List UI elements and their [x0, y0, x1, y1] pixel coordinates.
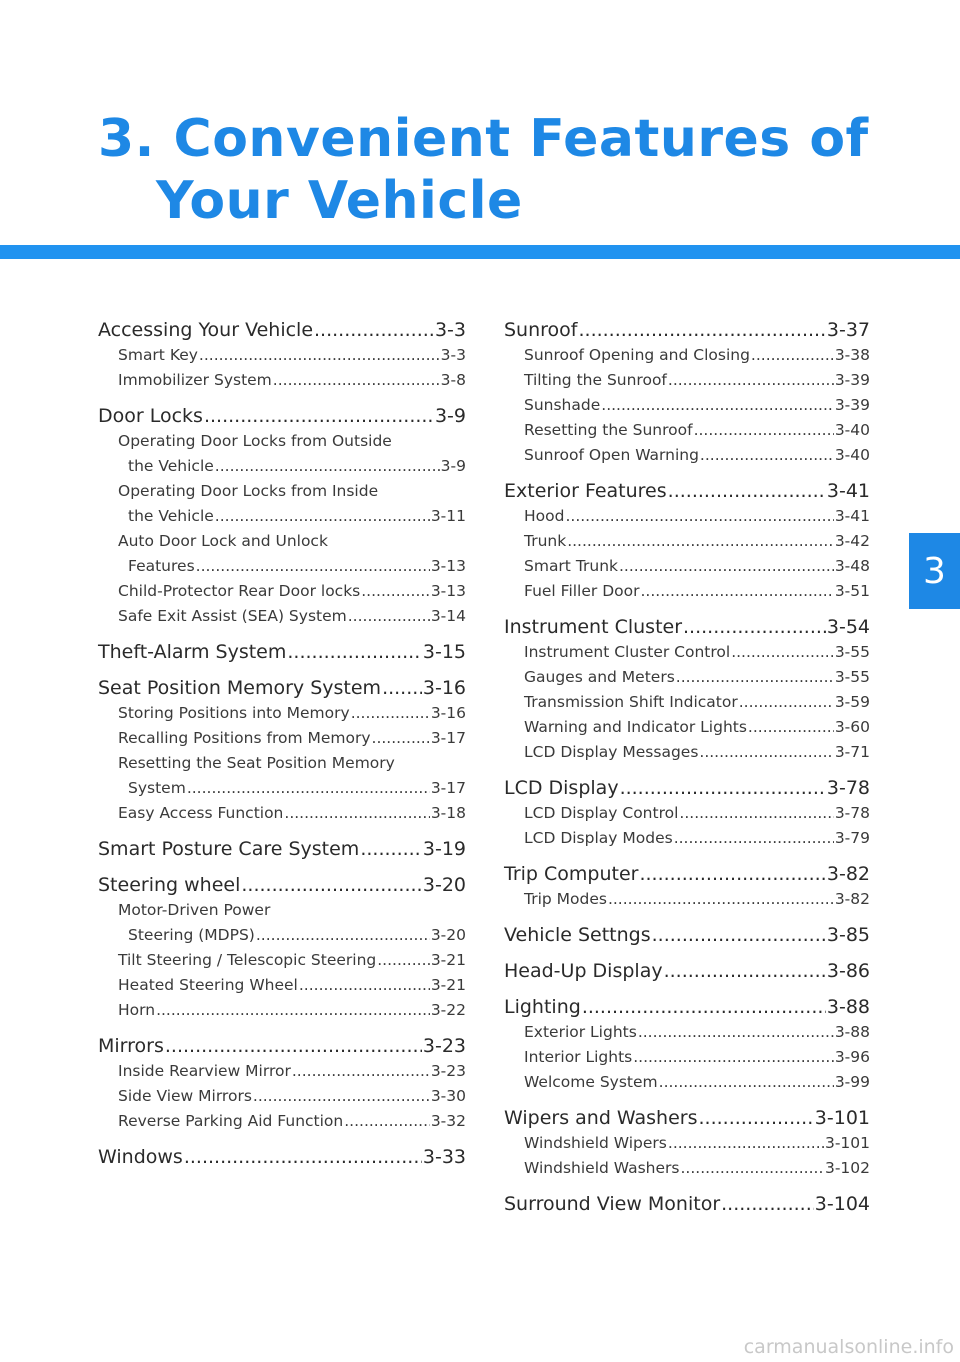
toc-leader-dots	[292, 1059, 430, 1084]
toc-section[interactable]	[504, 862, 870, 887]
toc-subsection[interactable]	[504, 1070, 870, 1095]
toc-leader-dots	[215, 454, 440, 479]
toc-leader-dots	[165, 1034, 422, 1059]
toc-entry-title: Reverse Parking Aid Function	[118, 1112, 344, 1130]
toc-entry-page: 3-82	[826, 863, 870, 885]
toc-entry-page: 3-39	[834, 371, 870, 389]
toc-leader-dots	[196, 554, 430, 579]
toc-leader-dots	[679, 801, 833, 826]
toc-entry-title: Welcome System	[524, 1073, 658, 1091]
toc-entry-page: 3-9	[434, 405, 466, 427]
toc-entry-title: LCD Display Modes	[524, 829, 673, 847]
toc-subsection[interactable]	[504, 443, 870, 468]
toc-leader-dots	[253, 1084, 430, 1109]
toc-entry-page: 3-54	[826, 616, 870, 638]
toc-entry-title: Head-Up Display	[504, 960, 663, 982]
toc-entry-title-line1: Motor-Driven Power	[118, 901, 271, 919]
toc-entry-page: 3-30	[430, 1087, 466, 1105]
toc-leader-dots	[700, 443, 834, 468]
toc-subsection[interactable]	[98, 579, 466, 604]
toc-leader-dots	[241, 873, 422, 898]
toc-subsection[interactable]	[504, 529, 870, 554]
toc-entry-title: Interior Lights	[524, 1048, 633, 1066]
toc-leader-dots	[565, 504, 833, 529]
toc-leader-dots	[156, 998, 430, 1023]
toc-entry-row	[118, 776, 466, 801]
toc-leader-dots	[652, 923, 826, 948]
toc-entry-page: 3-101	[824, 1134, 870, 1152]
toc-leader-dots	[694, 418, 834, 443]
toc-entry-title: Storing Positions into Memory	[118, 704, 350, 722]
toc-section[interactable]	[98, 837, 466, 862]
toc-entry-page: 3-13	[430, 582, 466, 600]
toc-leader-dots	[668, 479, 826, 504]
toc-subsection[interactable]	[504, 1131, 870, 1156]
toc-subsection[interactable]	[504, 343, 870, 368]
toc-subsection[interactable]	[504, 887, 870, 912]
toc-entry-row	[118, 923, 466, 948]
toc-entry-title: Resetting the Sunroof	[524, 421, 693, 439]
toc-entry-page: 3-102	[824, 1159, 870, 1177]
toc-entry-title-line1: Operating Door Locks from Outside	[118, 432, 392, 450]
toc-subsection[interactable]	[504, 368, 870, 393]
toc-entry-page: 3-71	[834, 743, 870, 761]
toc-entry-page: 3-85	[826, 924, 870, 946]
toc-entry-page: 3-41	[834, 507, 870, 525]
toc-leader-dots	[680, 1156, 823, 1181]
toc-entry-page: 3-17	[430, 779, 466, 797]
toc-entry-row	[118, 454, 466, 479]
toc-entry-title: Sunroof Opening and Closing	[524, 346, 750, 364]
toc-entry-title: Hood	[524, 507, 565, 525]
toc-entry-page: 3-42	[834, 532, 870, 550]
toc-subsection[interactable]	[504, 1045, 870, 1070]
toc-leader-dots	[608, 887, 834, 912]
toc-entry-title: Horn	[118, 1001, 156, 1019]
toc-subsection[interactable]	[98, 529, 466, 579]
toc-leader-dots	[739, 690, 834, 715]
toc-subsection[interactable]	[504, 690, 870, 715]
chapter-title-line1: 3. Convenient Features of	[98, 109, 869, 169]
toc-leader-dots	[284, 801, 429, 826]
toc-entry-title: Lighting	[504, 996, 581, 1018]
toc-entry-title: Windows	[98, 1146, 183, 1168]
toc-entry-title: Exterior Features	[504, 480, 667, 502]
toc-leader-dots	[640, 579, 833, 604]
chapter-title-line2: Your Vehicle	[156, 171, 523, 231]
toc-entry-title: Heated Steering Wheel	[118, 976, 298, 994]
toc-entry-title: LCD Display	[504, 777, 619, 799]
toc-section[interactable]	[504, 959, 870, 984]
toc-entry-page: 3-40	[834, 421, 870, 439]
toc-entry-title: Features	[128, 557, 195, 575]
toc-subsection[interactable]	[504, 504, 870, 529]
toc-entry-title: Exterior Lights	[524, 1023, 637, 1041]
toc-leader-dots	[578, 318, 825, 343]
toc-leader-dots	[601, 393, 834, 418]
toc-entry-page: 3-23	[430, 1062, 466, 1080]
toc-subsection[interactable]	[98, 1084, 466, 1109]
toc-entry-title: Fuel Filler Door	[524, 582, 640, 600]
toc-entry-title: LCD Display Messages	[524, 743, 699, 761]
toc-entry-page: 3-51	[834, 582, 870, 600]
toc-entry-title: Instrument Cluster Control	[524, 643, 731, 661]
toc-section[interactable]	[504, 1192, 870, 1217]
toc-entry-page: 3-19	[422, 838, 466, 860]
toc-leader-dots	[668, 1131, 824, 1156]
toc-entry-page: 3-41	[826, 480, 870, 502]
toc-leader-dots	[360, 837, 422, 862]
toc-entry-page: 3-11	[430, 507, 466, 525]
toc-subsection[interactable]	[98, 801, 466, 826]
toc-leader-dots	[215, 504, 430, 529]
toc-entry-title: LCD Display Control	[524, 804, 679, 822]
toc-entry-title: Steering wheel	[98, 874, 241, 896]
toc-entry-page: 3-86	[826, 960, 870, 982]
toc-subsection[interactable]	[98, 701, 466, 726]
toc-entry-title: Warning and Indicator Lights	[524, 718, 747, 736]
toc-entry-title: Easy Access Function	[118, 804, 284, 822]
toc-section[interactable]	[504, 1106, 870, 1131]
toc-subsection[interactable]	[98, 368, 466, 393]
toc-leader-dots	[344, 1109, 430, 1134]
toc-entry-page: 3-33	[422, 1146, 466, 1168]
toc-entry-page: 3-22	[430, 1001, 466, 1019]
toc-entry-page: 3-88	[834, 1023, 870, 1041]
toc-leader-dots	[683, 615, 826, 640]
toc-entry-page: 3-78	[834, 804, 870, 822]
toc-subsection[interactable]	[504, 1020, 870, 1045]
toc-entry-page: 3-104	[814, 1193, 870, 1215]
toc-entry-title-line1: Resetting the Seat Position Memory	[118, 754, 395, 772]
toc-entry-page: 3-38	[834, 346, 870, 364]
toc-entry-title: Side View Mirrors	[118, 1087, 252, 1105]
toc-section[interactable]	[504, 615, 870, 640]
toc-section[interactable]	[504, 479, 870, 504]
toc-entry-page: 3-3	[434, 319, 466, 341]
toc-section[interactable]	[504, 318, 870, 343]
toc-entry-page: 3-78	[826, 777, 870, 799]
toc-leader-dots	[582, 995, 826, 1020]
toc-leader-dots	[659, 1070, 834, 1095]
toc-subsection[interactable]	[504, 801, 870, 826]
toc-entry-title: Transmission Shift Indicator	[524, 693, 738, 711]
toc-entry-row	[118, 554, 466, 579]
toc-subsection[interactable]	[504, 579, 870, 604]
toc-section[interactable]	[98, 873, 466, 898]
toc-entry-title: Smart Key	[118, 346, 198, 364]
toc-leader-dots	[567, 529, 834, 554]
toc-entry-title: Trunk	[524, 532, 567, 550]
toc-right-column	[504, 318, 870, 1217]
toc-leader-dots	[377, 948, 430, 973]
toc-entry-title: Theft-Alarm System	[98, 641, 287, 663]
toc-entry-page: 3-13	[430, 557, 466, 575]
toc-leader-dots	[361, 579, 430, 604]
toc-section[interactable]	[98, 1145, 466, 1170]
toc-subsection[interactable]	[98, 973, 466, 998]
toc-entry-row	[118, 504, 466, 529]
toc-section[interactable]	[98, 676, 466, 701]
toc-entry-title: Mirrors	[98, 1035, 164, 1057]
toc-entry-page: 3-55	[834, 668, 870, 686]
toc-leader-dots	[351, 701, 430, 726]
toc-entry-page: 3-23	[422, 1035, 466, 1057]
toc-entry-page: 3-9	[440, 457, 466, 475]
toc-entry-title: Safe Exit Assist (SEA) System	[118, 607, 347, 625]
chapter-title	[98, 108, 869, 232]
toc-entry-title: Sunshade	[524, 396, 601, 414]
toc-entry-page: 3-55	[834, 643, 870, 661]
toc-entry-title: Gauges and Meters	[524, 668, 675, 686]
toc-entry-title: Inside Rearview Mirror	[118, 1062, 291, 1080]
toc-entry-page: 3-82	[834, 890, 870, 908]
toc-section[interactable]	[98, 640, 466, 665]
toc-entry-title: Child-Protector Rear Door locks	[118, 582, 361, 600]
toc-leader-dots	[664, 959, 826, 984]
toc-entry-page: 3-99	[834, 1073, 870, 1091]
toc-subsection[interactable]	[504, 715, 870, 740]
toc-leader-dots	[751, 343, 834, 368]
toc-leader-dots	[256, 923, 430, 948]
toc-subsection[interactable]	[98, 898, 466, 948]
toc-leader-dots	[372, 726, 430, 751]
toc-entry-title: Steering (MDPS)	[128, 926, 255, 944]
toc-entry-title: Door Locks	[98, 405, 203, 427]
toc-leader-dots	[273, 368, 440, 393]
toc-leader-dots	[676, 665, 834, 690]
toc-entry-page: 3-17	[430, 729, 466, 747]
toc-entry-title: Instrument Cluster	[504, 616, 683, 638]
toc-entry-title: Trip Computer	[504, 863, 639, 885]
toc-leader-dots	[187, 776, 430, 801]
toc-section[interactable]	[504, 995, 870, 1020]
toc-entry-title-line1: Auto Door Lock and Unlock	[118, 532, 328, 550]
toc-entry-page: 3-16	[430, 704, 466, 722]
toc-subsection[interactable]	[504, 1156, 870, 1181]
toc-entry-page: 3-39	[834, 396, 870, 414]
toc-entry-page: 3-8	[440, 371, 466, 389]
watermark: carmanualsonline.info	[743, 1336, 954, 1358]
toc-leader-dots	[731, 640, 834, 665]
toc-entry-page: 3-79	[834, 829, 870, 847]
toc-leader-dots	[639, 862, 825, 887]
toc-leader-dots	[638, 1020, 834, 1045]
toc-subsection[interactable]	[98, 948, 466, 973]
toc-leader-dots	[674, 826, 834, 851]
toc-subsection[interactable]	[504, 740, 870, 765]
toc-leader-dots	[348, 604, 430, 629]
toc-entry-page: 3-37	[826, 319, 870, 341]
toc-entry-page: 3-20	[430, 926, 466, 944]
toc-leader-dots	[287, 640, 421, 665]
toc-entry-page: 3-32	[430, 1112, 466, 1130]
toc-entry-title: Vehicle Settngs	[504, 924, 651, 946]
chapter-tab[interactable]	[909, 533, 960, 609]
toc-section[interactable]	[98, 1034, 466, 1059]
toc-subsection[interactable]	[98, 343, 466, 368]
toc-leader-dots	[314, 318, 434, 343]
toc-entry-page: 3-96	[834, 1048, 870, 1066]
toc-subsection[interactable]	[98, 998, 466, 1023]
toc-entry-title: Windshield Washers	[524, 1159, 680, 1177]
toc-entry-page: 3-59	[834, 693, 870, 711]
toc-entry-page: 3-15	[422, 641, 466, 663]
toc-entry-title: Accessing Your Vehicle	[98, 319, 314, 341]
header-rule	[0, 245, 960, 259]
toc-subsection[interactable]	[504, 826, 870, 851]
toc-leader-dots	[668, 368, 834, 393]
toc-leader-dots	[633, 1045, 834, 1070]
toc-leader-dots	[184, 1145, 422, 1170]
toc-entry-title: Smart Trunk	[524, 557, 618, 575]
toc-subsection[interactable]	[504, 554, 870, 579]
chapter-tab-number: 3	[923, 550, 946, 592]
toc-entry-title: Trip Modes	[524, 890, 607, 908]
toc-entry-page: 3-60	[834, 718, 870, 736]
toc-entry-page: 3-18	[430, 804, 466, 822]
toc-subsection[interactable]	[504, 418, 870, 443]
toc-leader-dots	[748, 715, 834, 740]
toc-entry-title: Surround View Monitor	[504, 1193, 721, 1215]
toc-entry-title: Wipers and Washers	[504, 1107, 698, 1129]
toc-entry-title: System	[128, 779, 186, 797]
toc-subsection[interactable]	[98, 726, 466, 751]
toc-entry-title: Seat Position Memory System	[98, 677, 382, 699]
toc-entry-title: Tilting the Sunroof	[524, 371, 667, 389]
toc-entry-title: the Vehicle	[128, 507, 214, 525]
toc-subsection[interactable]	[98, 429, 466, 479]
toc-entry-title: the Vehicle	[128, 457, 214, 475]
toc-leader-dots	[721, 1192, 814, 1217]
toc-entry-title: Tilt Steering / Telescopic Steering	[118, 951, 377, 969]
toc-section[interactable]	[98, 404, 466, 429]
toc-entry-page: 3-88	[826, 996, 870, 1018]
toc-subsection[interactable]	[504, 665, 870, 690]
toc-subsection[interactable]	[98, 751, 466, 801]
toc-section[interactable]	[504, 923, 870, 948]
toc-entry-title: Windshield Wipers	[524, 1134, 667, 1152]
toc-entry-page: 3-20	[422, 874, 466, 896]
toc-entry-title: Smart Posture Care System	[98, 838, 360, 860]
toc-subsection[interactable]	[98, 1059, 466, 1084]
toc-leader-dots	[204, 404, 434, 429]
toc-entry-title-line1: Operating Door Locks from Inside	[118, 482, 379, 500]
toc-leader-dots	[382, 676, 422, 701]
toc-left-column	[98, 318, 466, 1170]
toc-entry-page: 3-40	[834, 446, 870, 464]
toc-entry-title: Immobilizer System	[118, 371, 272, 389]
toc-section[interactable]	[98, 318, 466, 343]
toc-entry-title: Sunroof	[504, 319, 578, 341]
toc-entry-title: Sunroof Open Warning	[524, 446, 699, 464]
toc-entry-page: 3-3	[440, 346, 466, 364]
toc-leader-dots	[699, 1106, 814, 1131]
toc-entry-page: 3-16	[422, 677, 466, 699]
toc-leader-dots	[299, 973, 430, 998]
toc-entry-page: 3-48	[834, 557, 870, 575]
toc-entry-page: 3-21	[430, 951, 466, 969]
toc-section[interactable]	[504, 776, 870, 801]
toc-entry-title: Recalling Positions from Memory	[118, 729, 371, 747]
toc-leader-dots	[619, 554, 834, 579]
toc-entry-page: 3-21	[430, 976, 466, 994]
toc-subsection[interactable]	[98, 604, 466, 629]
toc-subsection[interactable]	[504, 393, 870, 418]
toc-leader-dots	[199, 343, 440, 368]
toc-subsection[interactable]	[504, 640, 870, 665]
toc-entry-page: 3-14	[430, 607, 466, 625]
toc-subsection[interactable]	[98, 1109, 466, 1134]
toc-leader-dots	[699, 740, 833, 765]
toc-entry-page: 3-101	[814, 1107, 870, 1129]
toc-leader-dots	[620, 776, 826, 801]
toc-subsection[interactable]	[98, 479, 466, 529]
